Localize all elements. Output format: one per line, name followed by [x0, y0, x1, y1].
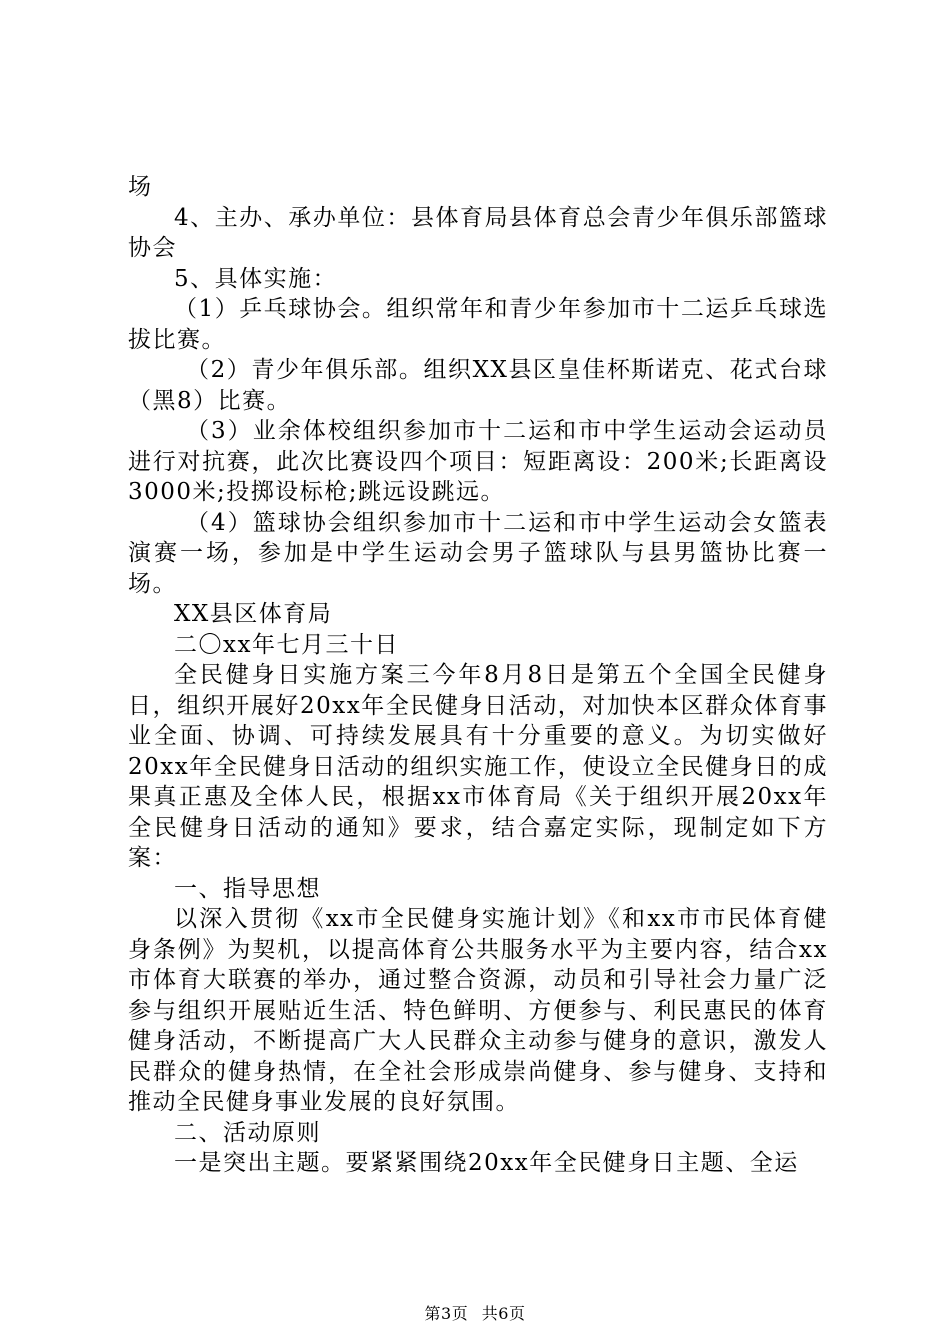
body-paragraph: XX县区体育局 [174, 601, 333, 627]
body-paragraph: （4）篮球协会组织参加市十二运和市中学生运动会女篮表演赛一场，参加是中学生运动会男子篮球队与县男篮协比赛一场。 [128, 509, 828, 597]
body-paragraph: （1）乒乓球协会。组织常年和青少年参加市十二运乒乓球选拔比赛。 [128, 296, 828, 353]
body-paragraph: 二〇xx年七月三十日 [174, 631, 399, 658]
body-paragraph: 一、指导思想 [174, 875, 321, 902]
body-paragraph: 5、具体实施： [174, 265, 338, 292]
body-paragraph: 场 [128, 174, 153, 200]
body-paragraph: 全民健身日实施方案三今年8月8日是第五个全国全民健身日，组织开展好20xx年全民健身日活动，对加快本区群众体育事业全面、协调、可持续发展具有十分重要的意义。为切实做好20xx年全民健身日活动的组织实施工作，使设立全民健身日的成果真正惠及全体人民，根据xx市体育局《关于组织开展20xx年全民健身日活动的通知》要求，结合嘉定实际，现制定如下方案： [128, 662, 828, 871]
body-paragraph: （2）青少年俱乐部。组织XX县区皇佳杯斯诺克、花式台球（黑8）比赛。 [128, 357, 828, 414]
page-footer [0, 1301, 950, 1324]
body-paragraph: 一是突出主题。要紧紧围绕20xx年全民健身日主题、全运 [174, 1150, 799, 1176]
body-paragraph: 二、活动原则 [174, 1119, 321, 1146]
document-body [128, 172, 828, 1179]
body-paragraph: 以深入贯彻《xx市全民健身实施计划》《和xx市市民体育健身条例》为契机，以提高体育公共服务水平为主要内容，结合xx市体育大联赛的举办，通过整合资源，动员和引导社会力量广泛参与组织开展贴近生活、特色鲜明、方便参与、利民惠民的体育健身活动，不断提高广大人民群众主动参与健身的意识，激发人民群众的健身热情，在全社会形成崇尚健身、参与健身、支持和推动全民健身事业发展的良好氛围。 [128, 906, 828, 1115]
body-paragraph: （3）业余体校组织参加市十二运和市中学生运动会运动员进行对抗赛，此次比赛设四个项目：短距离设：200米;长距离设3000米;投掷设标枪;跳远设跳远。 [128, 418, 828, 505]
page-number: 第3页 [424, 1304, 469, 1323]
page-total: 共6页 [481, 1304, 526, 1323]
body-paragraph: 4、主办、承办单位：县体育局县体育总会青少年俱乐部篮球协会 [128, 204, 828, 261]
